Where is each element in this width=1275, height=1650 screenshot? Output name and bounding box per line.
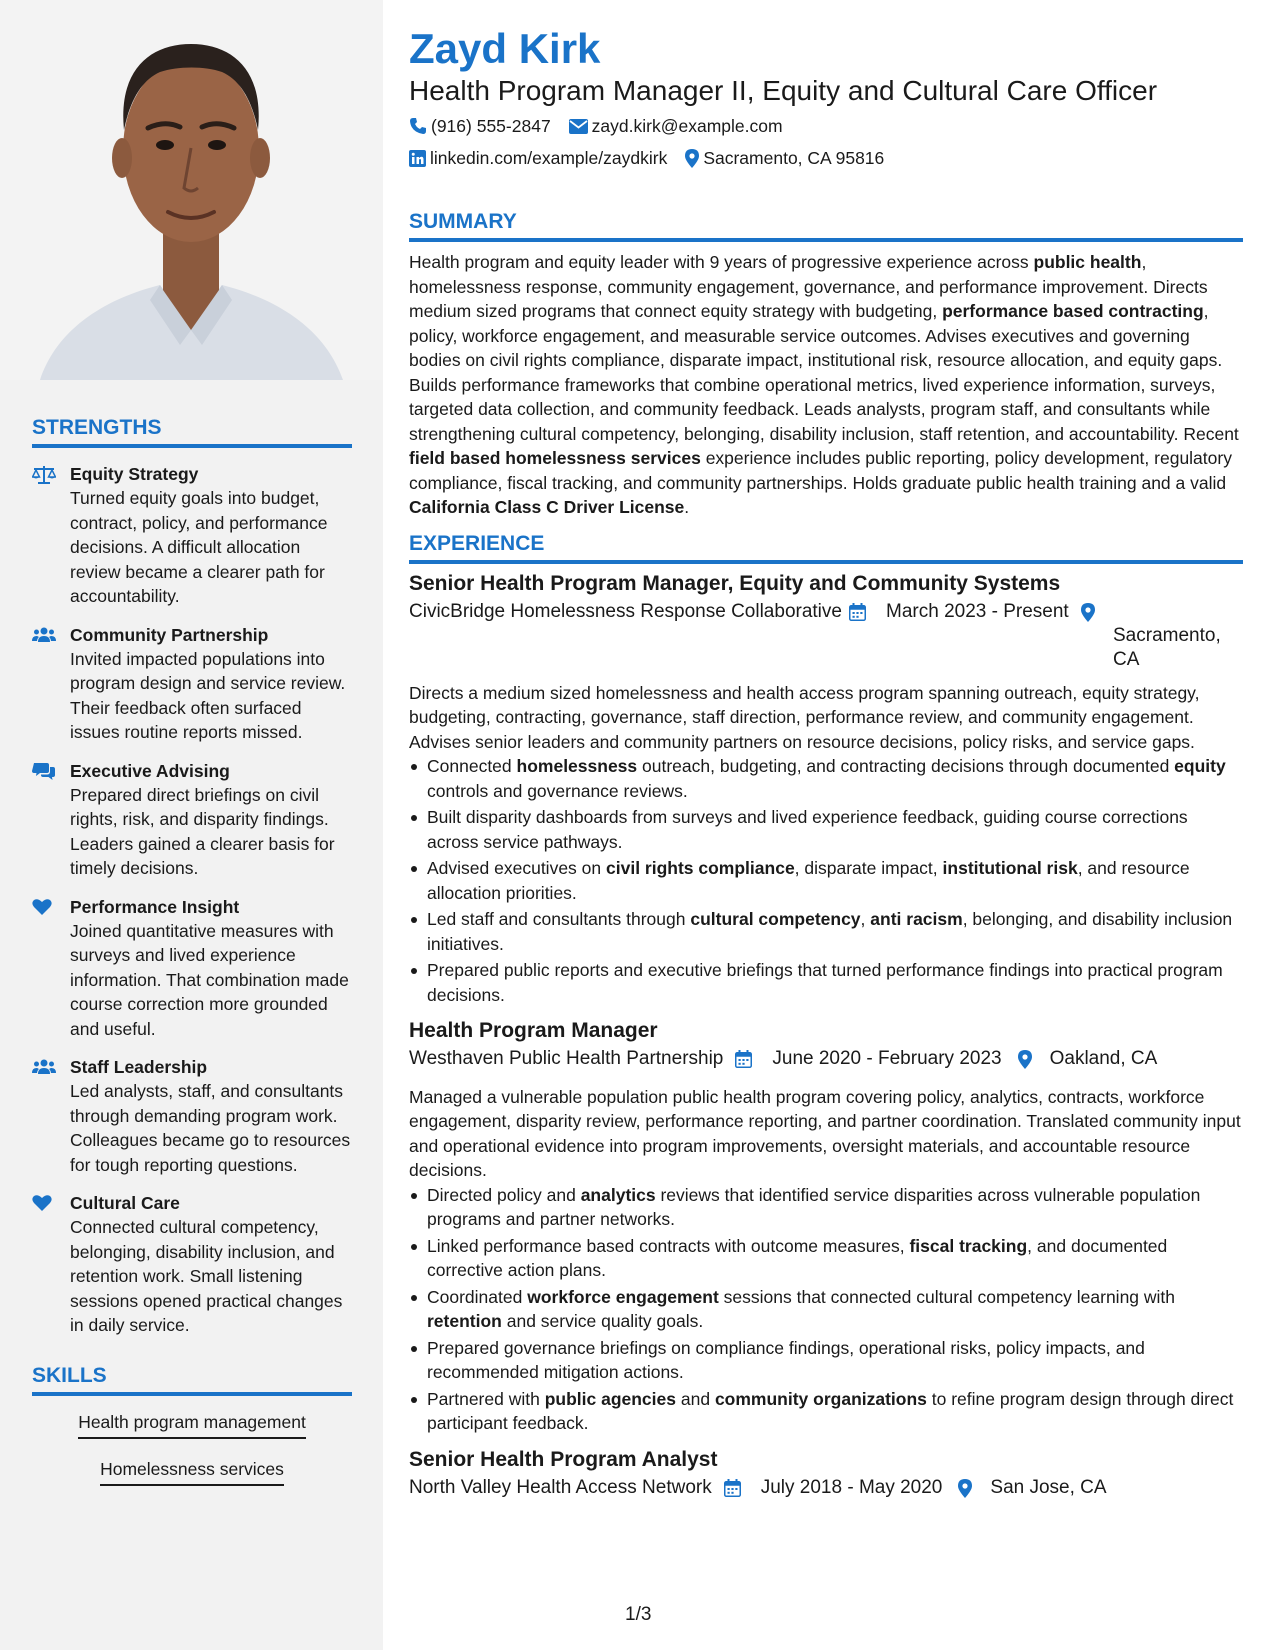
location-contact bbox=[685, 148, 884, 169]
summary-text: Health program and equity leader with 9 years of progressive experience across public health, homelessness response, community engagement, governance, and performance improvement. Directs medium sized programs that connect equity strategy with budgeting, performance based contracting, policy, workforce engagement, and measurable service outcomes. Advises executives and governing bodies on civil rights compliance, disparate impact, institutional risk, resource allocation, and equity gaps. Builds performance frameworks that combine operational metrics, lived experience information, surveys, targeted data collection, and community feedback. Leads analysts, program staff, and consultants while strengthening cultural competency, belonging, disability inclusion, staff retention, and accountability. Recent field based homelessness services experience includes public reporting, policy development, regulatory compliance, fiscal tracking, and community partnerships. Holds graduate public health training and a valid California Class C Driver License. bbox=[409, 252, 1239, 517]
job-location-text: Oakland, CA bbox=[1049, 1048, 1158, 1069]
calendar-icon bbox=[849, 600, 876, 629]
page-number: 1/3 bbox=[625, 1604, 652, 1625]
strength-item bbox=[32, 1056, 351, 1177]
comments-icon bbox=[32, 760, 70, 881]
job-title: Health Program Manager bbox=[409, 1019, 658, 1042]
bold-keyword: civil rights compliance bbox=[606, 858, 795, 878]
skill-item: Health program management bbox=[78, 1410, 306, 1439]
job-dates bbox=[735, 1047, 1001, 1077]
phone-icon bbox=[409, 117, 427, 135]
bold-keyword: homelessness bbox=[516, 756, 638, 776]
strength-description: Connected cultural competency, belonging, disability inclusion, and retention work. Small listening sessions opened practical changes in daily service. bbox=[70, 1217, 343, 1335]
job-description: Managed a vulnerable population public health program covering policy, analytics, contracts, workforce engagement, disparity review, performance reporting, and partner coordination. Translated community input and operational evidence into program improvements, oversight materials, and accountable resource decisions. bbox=[409, 1086, 1241, 1180]
job-title: Senior Health Program Manager, Equity and Community Systems bbox=[409, 571, 1061, 595]
linkedin-text[interactable]: linkedin.com/example/zaydkirk bbox=[430, 147, 668, 168]
phone-contact bbox=[409, 116, 551, 137]
bold-keyword: public health bbox=[1033, 252, 1142, 272]
job-organization: CivicBridge Homelessness Response Collaborative bbox=[409, 600, 842, 622]
job-bullet: Prepared governance briefings on compliance findings, operational risks, policy impacts, and recommended mitigation actions. bbox=[409, 1336, 1243, 1385]
strength-title: Performance Insight bbox=[70, 896, 240, 917]
map-pin-icon bbox=[958, 1476, 980, 1506]
summary-heading: SUMMARY bbox=[409, 210, 1243, 242]
calendar-icon bbox=[735, 1047, 762, 1076]
strength-description: Invited impacted populations into program design and service review. Their feedback often surfaced issues routine reports missed. bbox=[70, 648, 346, 742]
job-location bbox=[1018, 1047, 1158, 1077]
job-bullet: Advised executives on civil rights compliance, disparate impact, institutional risk, and resource allocation priorities. bbox=[409, 856, 1243, 905]
bold-keyword: public agencies bbox=[544, 1388, 676, 1409]
bold-keyword: California Class C Driver License bbox=[409, 497, 685, 517]
bold-keyword: anti racism bbox=[870, 909, 963, 929]
envelope-icon bbox=[569, 119, 588, 134]
bold-keyword: community organizations bbox=[714, 1388, 927, 1409]
strength-item bbox=[32, 896, 351, 1042]
map-pin-icon bbox=[1018, 1047, 1040, 1077]
strengths-heading: STRENGTHS bbox=[32, 416, 352, 448]
main-content bbox=[409, 24, 1243, 1505]
strength-text bbox=[70, 463, 351, 609]
job-dates bbox=[724, 1476, 943, 1506]
strength-item bbox=[32, 463, 351, 609]
strength-text bbox=[70, 1192, 351, 1338]
job-bullet: Built disparity dashboards from surveys and lived experience feedback, guiding course corrections across service pathways. bbox=[409, 805, 1243, 854]
users-icon bbox=[32, 624, 70, 745]
map-pin-icon bbox=[1081, 600, 1103, 630]
balance-scale-icon bbox=[32, 463, 70, 609]
job-dates-text: July 2018 - May 2020 bbox=[760, 1476, 943, 1498]
job-bullet: Linked performance based contracts with outcome measures, fiscal tracking, and documented corrective action plans. bbox=[409, 1234, 1243, 1283]
job-bullet: Prepared public reports and executive briefings that turned performance findings into practical program decisions. bbox=[409, 958, 1243, 1007]
job-location-text: San Jose, CA bbox=[990, 1476, 1107, 1498]
candidate-name: Zayd Kirk bbox=[409, 25, 601, 72]
bold-keyword: field based homelessness services bbox=[409, 448, 701, 468]
strength-description: Joined quantitative measures with surveys and lived experience information. That combination made course correction more grounded and useful. bbox=[70, 920, 349, 1039]
strengths-list bbox=[32, 463, 351, 1338]
linkedin-contact[interactable] bbox=[409, 148, 667, 169]
job-location-text: Sacramento, CA bbox=[1113, 624, 1221, 670]
candidate-title: Health Program Manager II, Equity and Cultural Care Officer bbox=[409, 75, 1158, 106]
contact-row-2 bbox=[409, 146, 1243, 170]
job-bullets bbox=[409, 1183, 1243, 1436]
phone-text: (916) 555-2847 bbox=[431, 115, 551, 136]
strength-description: Prepared direct briefings on civil rights, risk, and disparity findings. Leaders gained a clearer basis for timely decisions. bbox=[70, 784, 335, 878]
bold-keyword: cultural competency bbox=[690, 909, 861, 929]
profile-photo bbox=[0, 0, 383, 380]
job-meta bbox=[409, 1476, 1243, 1506]
job-entry bbox=[409, 570, 1243, 1008]
strength-item bbox=[32, 1192, 351, 1338]
strengths-section bbox=[0, 416, 383, 1504]
skills-list bbox=[32, 1410, 352, 1504]
skills-heading: SKILLS bbox=[32, 1364, 352, 1396]
bold-keyword: performance based contracting bbox=[942, 301, 1204, 321]
strength-text bbox=[70, 760, 351, 881]
strength-title: Executive Advising bbox=[70, 760, 230, 781]
heart-icon bbox=[32, 896, 70, 1042]
bold-keyword: fiscal tracking bbox=[909, 1235, 1028, 1256]
bold-keyword: retention bbox=[427, 1311, 502, 1331]
job-bullet: Led staff and consultants through cultural competency, anti racism, belonging, and disability inclusion initiatives. bbox=[409, 907, 1243, 956]
job-location bbox=[958, 1476, 1106, 1506]
job-dates bbox=[849, 600, 1081, 673]
job-description: Directs a medium sized homelessness and health access program spanning outreach, equity strategy, budgeting, contracting, governance, staff direction, performance review, and community engagement. Advises senior leaders and community partners on resource decisions, policy risks, and service gaps. bbox=[409, 682, 1200, 752]
strength-title: Cultural Care bbox=[70, 1193, 180, 1213]
calendar-icon bbox=[724, 1476, 751, 1505]
job-bullet: Connected homelessness outreach, budgeting, and contracting decisions through documented equity controls and governance reviews. bbox=[409, 754, 1243, 803]
job-bullet: Partnered with public agencies and community organizations to refine program design through direct participant feedback. bbox=[409, 1387, 1243, 1436]
job-meta bbox=[409, 600, 1243, 673]
bold-keyword: institutional risk bbox=[942, 858, 1078, 878]
skill-item: Homelessness services bbox=[100, 1457, 284, 1486]
sidebar bbox=[0, 0, 383, 1650]
job-entry bbox=[409, 1446, 1243, 1506]
strength-text bbox=[70, 1056, 351, 1177]
strength-text bbox=[70, 624, 351, 745]
job-dates-text: March 2023 - Present bbox=[886, 600, 1069, 622]
strength-item bbox=[32, 760, 351, 881]
bold-keyword: workforce engagement bbox=[527, 1286, 719, 1307]
map-pin-icon bbox=[685, 149, 699, 168]
strength-description: Led analysts, staff, and consultants through demanding program work. Colleagues became go to resources for tough reporting questions. bbox=[70, 1081, 351, 1175]
bold-keyword: analytics bbox=[580, 1184, 656, 1205]
job-organization: Westhaven Public Health Partnership bbox=[409, 1048, 724, 1069]
users-icon bbox=[32, 1056, 70, 1177]
skill-row bbox=[32, 1410, 352, 1457]
strength-title: Staff Leadership bbox=[70, 1057, 208, 1077]
job-entry bbox=[409, 1017, 1243, 1436]
job-location bbox=[1081, 600, 1231, 673]
strength-item bbox=[32, 624, 351, 745]
job-dates-text: June 2020 - February 2023 bbox=[772, 1048, 1002, 1069]
heart-icon bbox=[32, 1192, 70, 1338]
job-bullets bbox=[409, 754, 1243, 1007]
bold-keyword: equity bbox=[1174, 756, 1226, 776]
location-text: Sacramento, CA 95816 bbox=[703, 147, 885, 168]
strength-text bbox=[70, 896, 351, 1042]
portrait-illustration bbox=[0, 0, 383, 380]
strength-title: Community Partnership bbox=[70, 624, 269, 645]
skill-row bbox=[32, 1457, 352, 1504]
job-bullet: Coordinated workforce engagement sessions that connected cultural competency learning with retention and service quality goals. bbox=[409, 1285, 1243, 1334]
email-contact[interactable] bbox=[569, 116, 783, 137]
job-meta bbox=[409, 1047, 1243, 1077]
email-text[interactable]: zayd.kirk@example.com bbox=[591, 115, 783, 136]
linkedin-icon bbox=[409, 150, 426, 167]
experience-list bbox=[409, 570, 1243, 1506]
contact-row-1 bbox=[409, 114, 1243, 138]
strength-title: Equity Strategy bbox=[70, 464, 199, 484]
job-bullet: Directed policy and analytics reviews that identified service disparities across vulnerable population programs and partner networks. bbox=[409, 1183, 1243, 1232]
job-title: Senior Health Program Analyst bbox=[409, 1447, 718, 1471]
strength-description: Turned equity goals into budget, contract, policy, and performance decisions. A difficult allocation review became a clearer path for accountability. bbox=[70, 488, 328, 606]
experience-heading: EXPERIENCE bbox=[409, 532, 1243, 564]
job-organization: North Valley Health Access Network bbox=[409, 1476, 712, 1498]
